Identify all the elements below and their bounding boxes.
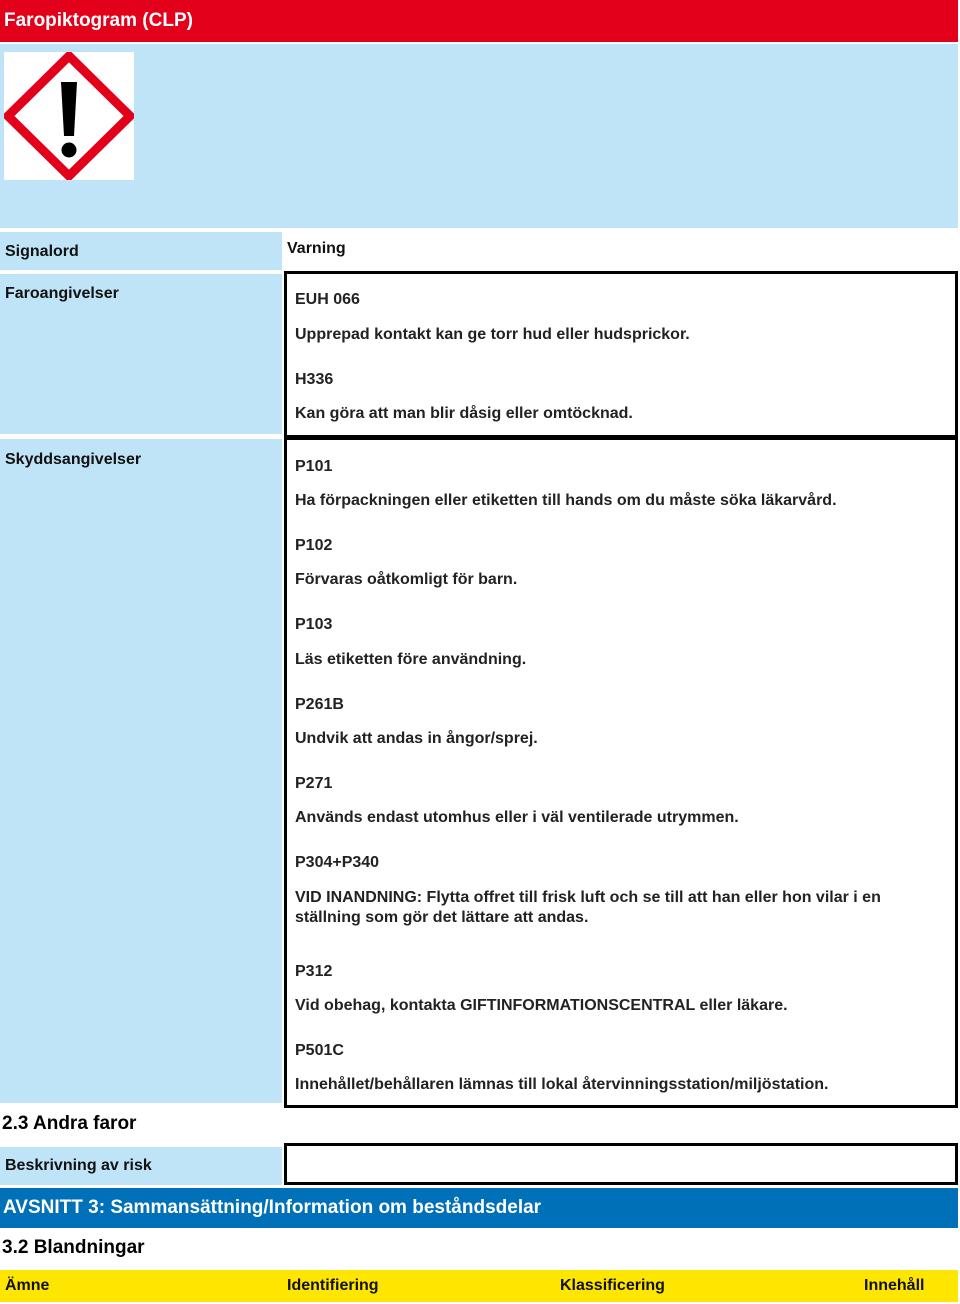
precaution-text: Undvik att andas in ångor/sprej.: [295, 730, 538, 747]
precaution-text: VID INANDNING: Flytta offret till frisk luft och se till att han eller hon vilar i en ställning som gör det lättare att andas.: [295, 889, 881, 926]
precaution-text: Innehållet/behållaren lämnas till lokal återvinningsstation/miljöstation.: [295, 1076, 829, 1093]
section-title-composition: AVSNITT 3: Sammansättning/Information om beståndsdelar: [0, 1188, 958, 1228]
precaution-text: Läs etiketten före användning.: [295, 651, 527, 668]
precaution-code: P261B: [295, 696, 344, 713]
hazard-statements-label: Faroangivelser: [0, 274, 282, 434]
precaution-code: P103: [295, 616, 333, 633]
precaution-text: Vid obehag, kontakta GIFTINFORMATIONSCENTRAL eller läkare.: [295, 997, 788, 1014]
signal-word-value: Varning: [287, 240, 346, 257]
precaution-text: Används endast utomhus eller i väl ventilerade utrymmen.: [295, 809, 739, 826]
exclamation-mark-hazard-icon: [4, 52, 134, 180]
column-header-content: Innehåll: [864, 1277, 925, 1294]
precaution-code: P102: [295, 537, 333, 554]
section-title-hazard-pictogram: Faropiktogram (CLP): [0, 0, 958, 42]
precaution-code: P501C: [295, 1042, 344, 1059]
mixtures-table-header: [0, 1270, 958, 1302]
precautionary-statements-box: [284, 437, 958, 1108]
hazard-code: H336: [295, 371, 334, 388]
precaution-code: P304+P340: [295, 854, 380, 871]
subsection-heading-other-hazards: 2.3 Andra faror: [2, 1113, 137, 1134]
pictogram-panel: [0, 44, 958, 228]
hazard-code: EUH 066: [295, 291, 360, 308]
signal-word-label: Signalord: [0, 232, 282, 270]
hazard-text: Kan göra att man blir dåsig eller omtöcknad.: [295, 405, 633, 422]
subsection-heading-mixtures: 3.2 Blandningar: [2, 1237, 145, 1258]
precaution-text: Förvaras oåtkomligt för barn.: [295, 571, 518, 588]
column-header-classification: Klassificering: [560, 1277, 665, 1294]
column-header-substance: Ämne: [5, 1277, 50, 1294]
column-header-identification: Identifiering: [287, 1277, 379, 1294]
precautionary-statements-label: Skyddsangivelser: [0, 439, 282, 1103]
risk-description-box: [284, 1143, 958, 1185]
hazard-text: Upprepad kontakt kan ge torr hud eller hudsprickor.: [295, 326, 690, 343]
precaution-text: Ha förpackningen eller etiketten till hands om du måste söka läkarvård.: [295, 492, 837, 509]
precaution-code: P101: [295, 458, 333, 475]
risk-description-label: Beskrivning av risk: [0, 1147, 282, 1185]
precaution-code: P271: [295, 775, 333, 792]
precaution-code: P312: [295, 963, 333, 980]
hazard-statements-box: [284, 271, 958, 438]
